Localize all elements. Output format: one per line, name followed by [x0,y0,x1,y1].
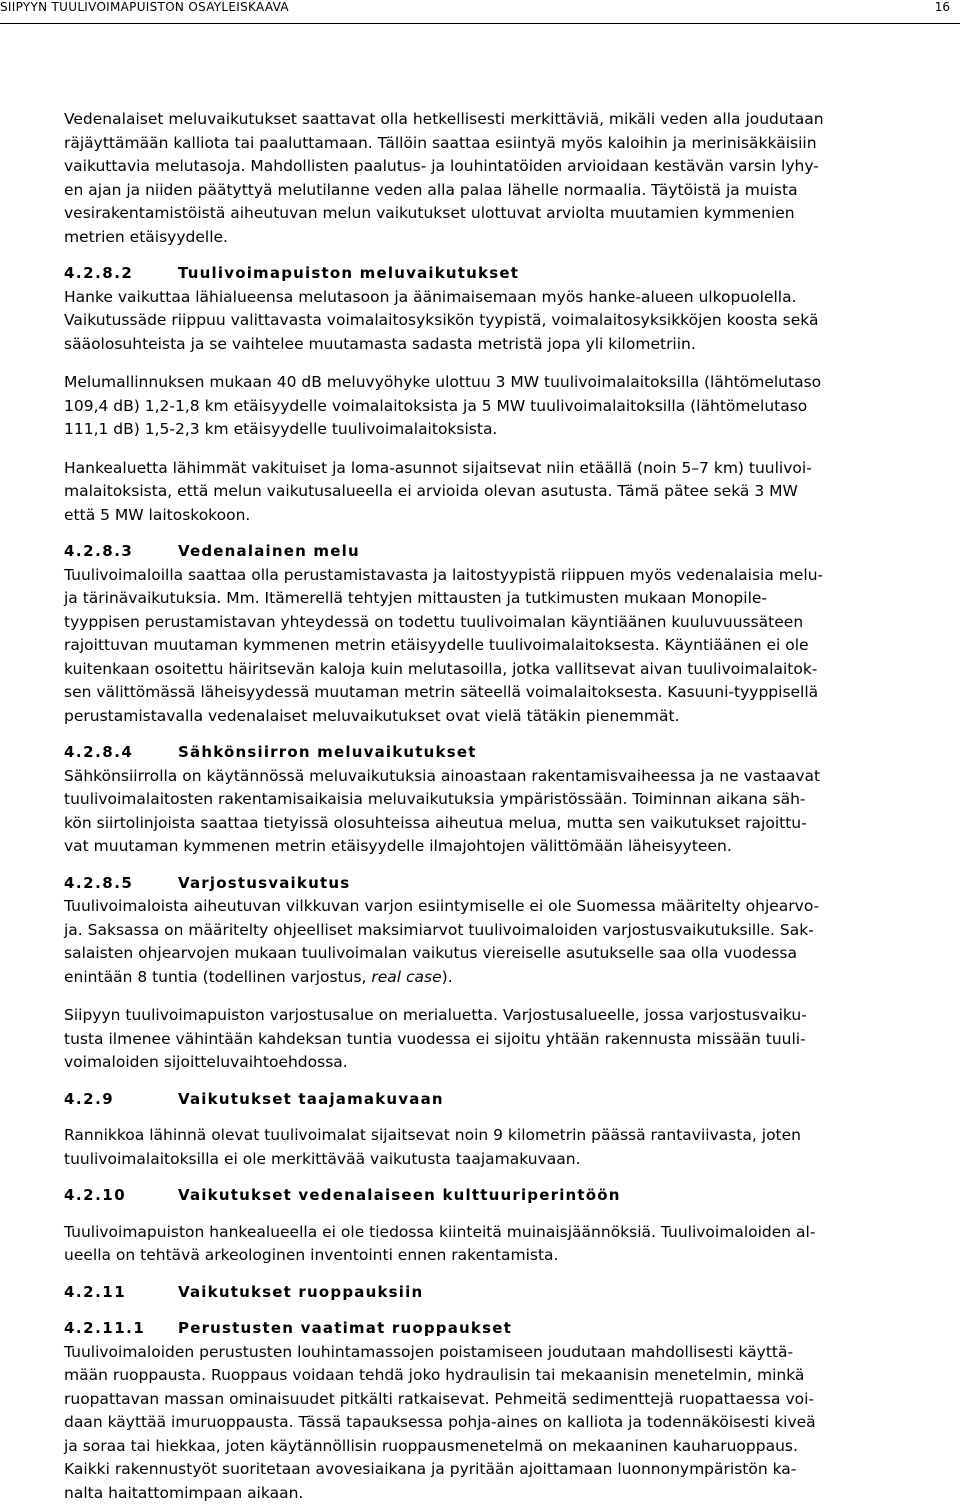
section-title: Sähkönsiirron meluvaikutukset [178,743,477,761]
section-title: Varjostusvaikutus [178,873,351,892]
section-heading [64,262,960,286]
section-number: 4.2.8.5 [64,873,134,892]
section-number: 4.2.10 [64,1186,127,1204]
paragraph: Rannikkoa lähinnä olevat tuulivoimalat sijaitsevat noin 9 kilometrin päässä rantaviivasta, joten tuulivoimalaitoksilla ei ole merkittävää vaikutusta taajamakuvaan. [64,1126,801,1168]
section-title: Vaikutukset vedenalaiseen kulttuuriperintöön [178,1186,621,1204]
paragraph: Tuulivoimaloiden perustusten louhintamassojen poistamiseen joudutaan mahdollisesti käyttä- mään ruoppausta. Ruoppaus voidaan tehdä joko hydraulisin tai mekaanisin menetelmin, minkä ruopattavan massan ominaisuudet pitkälti ratkaisevat. Pehmeitä sedimenttejä ruopattaessa voi- daan käyttää imuruoppausta. Tässä tapauksessa pohja-aines on kalliota ja todennäköisesti kiveä ja soraa tai hiekkaa, joten käytännöllisin ruoppausmenetelmä on mekaaninen kauharuoppaus. Kaikki rakennustyöt suoritetaan avovesiaikana ja pyritään ajoittamaan luonnonympäristön ka- nalta haitattomimpaan aikaan. [64,1342,816,1502]
paragraph-text: Tuulivoimaloista aiheutuvan vilkkuvan varjon esiintymiselle ei ole Suomessa määritelty ohjearvo- ja. Saksassa on määritelty ohjeelliset maksimiarvot tuulivoimaloiden varjostusvaikutuksille. Sak- salaisten ohjearvojen mukaan tuulivoimalan vaikutus viereiselle asutukselle saa olla vuodessa enintään 8 tuntia (todellinen varjostus, [64,897,820,986]
paragraph: Tuulivoimapuiston hankealueella ei ole tiedossa kiinteitä muinaisjäännöksiä. Tuulivoimaloiden al- ueella on tehtävä arkeologinen inventointi ennen rakentamista. [64,1222,816,1264]
section-number: 4.2.11 [64,1282,127,1301]
section-heading [64,1088,960,1112]
paragraph: Vedenalaiset meluvaikutukset saattavat olla hetkellisesti merkittäviä, mikäli veden alla joudutaan räjäyttämään kalliota tai paaluttamaan. Tällöin saattaa esiintyä myös kaloihin ja merinisäkkäisiin vaikuttavia melutasoja. Mahdollisten paalutus- ja louhintatöiden arvioidaan kestävän varsin lyhy- en ajan ja niiden päätyttyä melutilanne veden alla palaa lähelle normaalia. Täytöistä ja muista vesirakentamistöistä aiheutuvan melun vaikutukset ulottuvat arviolta muutamien kymmenien metrien etäisyydelle. [64,110,824,246]
subsection-heading [64,1317,960,1341]
section-title: Vaikutukset taajamakuvaan [178,1089,444,1108]
paragraph: Melumallinnuksen mukaan 40 dB meluvyöhyke ulottuu 3 MW tuulivoimalaitoksilla (lähtömelutaso 109,4 dB) 1,2-1,8 km etäisyydelle voimalaitoksista ja 5 MW tuulivoimalaitoksilla (lähtömelutaso 111,1 dB) 1,5-2,3 km etäisyydelle tuulivoimalaitoksista. [64,373,822,438]
section-number: 4.2.8.4 [64,743,134,761]
section-title: Vaikutukset ruoppauksiin [178,1282,424,1301]
section-number: 4.2.9 [64,1089,115,1108]
section-heading [64,1184,960,1208]
section-heading [64,540,960,564]
section-number: 4.2.11.1 [64,1319,146,1337]
page-header [0,0,960,24]
document-title: SIIPYYN TUULIVOIMAPUISTON OSAYLEISKAAVA [0,0,289,14]
section-title: Perustusten vaatimat ruoppaukset [178,1319,512,1337]
section-title: Vedenalainen melu [178,542,360,560]
paragraph: Tuulivoimaloilla saattaa olla perustamistavasta ja laitostyypistä riippuen myös vedenalaisia melu- ja tärinävaikutuksia. Mm. Itämerellä tehtyjen mittausten ja tutkimusten mukaan Monopile- tyyppisen perustamistavan yhteydessä on todettu tuulivoimalan käyntiäänen kuuluvuussäteen rajoittuvan muutaman kymmenen metrin etäisyydelle tuulivoimalaitoksesta. Käyntiäänen ei ole kuitenkaan osoitettu häiritsevän kaloja kuin melutasoilla, jotka vallitsevat aivan tuulivoimalaitok- sen välittömässä läheisyydessä muutaman metrin säteellä voimalaitoksesta. Kasuuni-tyyppisellä perustamistavalla vedenalaiset meluvaikutukset ovat vielä tätäkin pienemmät. [64,565,824,725]
paragraph [64,895,960,989]
document-body [64,108,960,1505]
paragraph: Hankealuetta lähimmät vakituiset ja loma-asunnot sijaitsevat niin etäällä (noin 5–7 km) tuulivoi- malaitoksista, että melun vaikutusalueella ei arvioida olevan asutusta. Tämä pätee sekä 3 MW että 5 MW laitoskokoon. [64,458,812,524]
paragraph: Sähkönsiirrolla on käytännössä meluvaikutuksia ainoastaan rakentamisvaiheessa ja ne vastaavat tuulivoimalaitosten rakentamisaikaisia meluvaikutuksia ympäristössään. Toiminnan aikana säh- kön siirtolinjoista saattaa tietyissä olosuhteissa aiheutua melua, mutta sen vaikutukset rajoittu- vat muutaman kymmenen metrin etäisyydelle ilmajohtojen välittömään läheisyyteen. [64,766,821,855]
section-number: 4.2.8.3 [64,542,134,560]
paragraph-text: ). [441,967,453,986]
section-heading [64,741,960,765]
italic-term: real case [371,967,442,986]
section-number: 4.2.8.2 [64,264,134,282]
section-title: Tuulivoimapuiston meluvaikutukset [178,264,520,282]
section-heading [64,872,960,896]
page-number: 16 [934,0,950,14]
section-heading [64,1281,960,1305]
paragraph: Siipyyn tuulivoimapuiston varjostusalue on merialuetta. Varjostusalueelle, jossa varjostusvaiku- tusta ilmenee vähintään kahdeksan tuntia vuodessa ei sijoitu yhtään rakennusta missään tuuli- voimaloiden sijoitteluvaihtoehdossa. [64,1006,807,1071]
paragraph: Hanke vaikuttaa lähialueensa melutasoon ja äänimaisemaan myös hanke-alueen ulkopuolella. Vaikutussäde riippuu valittavasta voimalaitosyksikön tyypistä, voimalaitosyksikköjen koosta sekä sääolosuhteista ja se vaihtelee muutamasta sadasta metristä jopa yli kilometriin. [64,287,819,353]
